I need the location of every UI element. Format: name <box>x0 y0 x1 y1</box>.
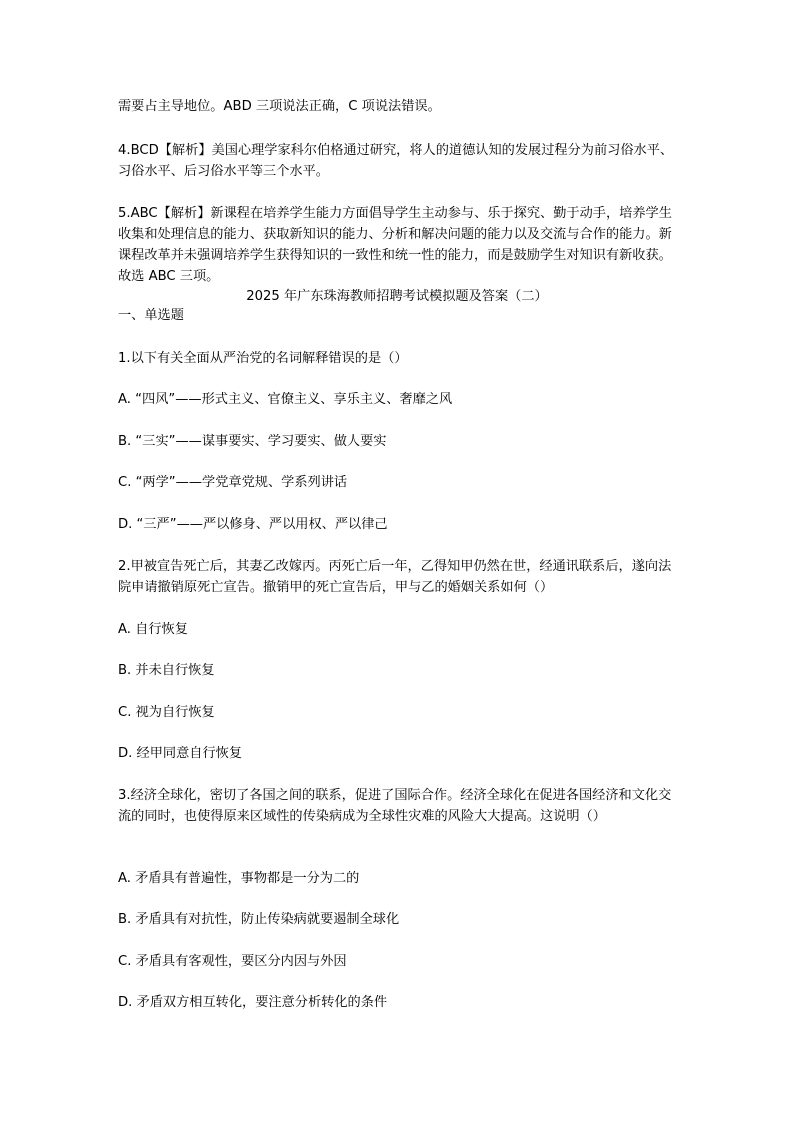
question-1-option-a: A. “四风”——形式主义、官僚主义、享乐主义、奢靡之风 <box>118 392 453 407</box>
question-2-option-c: C. 视为自行恢复 <box>118 705 215 720</box>
answer-explanation-4: 4.BCD【解析】美国心理学家科尔伯格通过研究，将人的道德认知的发展过程分为前习俗水平、习俗水平、后习俗水平等三个水平。 <box>118 143 674 179</box>
section-heading: 一、单选题 <box>118 308 184 323</box>
question-3-option-c: C. 矛盾具有客观性，要区分内因与外因 <box>118 954 347 969</box>
question-stem-2: 2.甲被宣告死亡后，其妻乙改嫁丙。丙死亡后一年，乙得知甲仍然在世，经通讯联系后，遂向法院申请撤销原死亡宣告。撤销甲的死亡宣告后，甲与乙的婚姻关系如何（） <box>118 559 672 595</box>
answer-explanation-5: 5.ABC【解析】新课程在培养学生能力方面倡导学生主动参与、乐于探究、勤于动手，培养学生收集和处理信息的能力、获取新知识的能力、分析和解决问题的能力以及交流与合作的能力。新课程改革并未强调培养学生获得知识的一致性和统一性的能力，而是鼓励学生对知识有新收获。故选 ABC 三项。 <box>118 206 672 284</box>
question-3-option-d: D. 矛盾双方相互转化，要注意分析转化的条件 <box>118 995 388 1010</box>
question-stem-3: 3.经济全球化，密切了各国之间的联系，促进了国际合作。经济全球化在促进各国经济和文化交流的同时，也使得原来区域性的传染病成为全球性灾难的风险大大提高。这说明（） <box>118 788 672 824</box>
question-2-option-d: D. 经甲同意自行恢复 <box>118 746 243 761</box>
question-1-option-b: B. “三实”——谋事要实、学习要实、做人要实 <box>118 434 387 449</box>
document-title: 2025 年广东珠海教师招聘考试模拟题及答案（二） <box>246 289 548 304</box>
question-3-option-b: B. 矛盾具有对抗性，防止传染病就要遏制全球化 <box>118 912 400 927</box>
carryover-paragraph: 需要占主导地位。ABD 三项说法正确，C 项说法错误。 <box>118 99 441 114</box>
question-1-option-c: C. “两学”——学党章党规、学系列讲话 <box>118 475 348 490</box>
question-2-option-a: A. 自行恢复 <box>118 622 188 637</box>
question-3-option-a: A. 矛盾具有普遍性，事物都是一分为二的 <box>118 871 360 886</box>
question-2-option-b: B. 并未自行恢复 <box>118 663 215 678</box>
question-stem-1: 1.以下有关全面从严治党的名词解释错误的是（） <box>118 351 408 366</box>
question-1-option-d: D. “三严”——严以修身、严以用权、严以律己 <box>118 517 388 532</box>
